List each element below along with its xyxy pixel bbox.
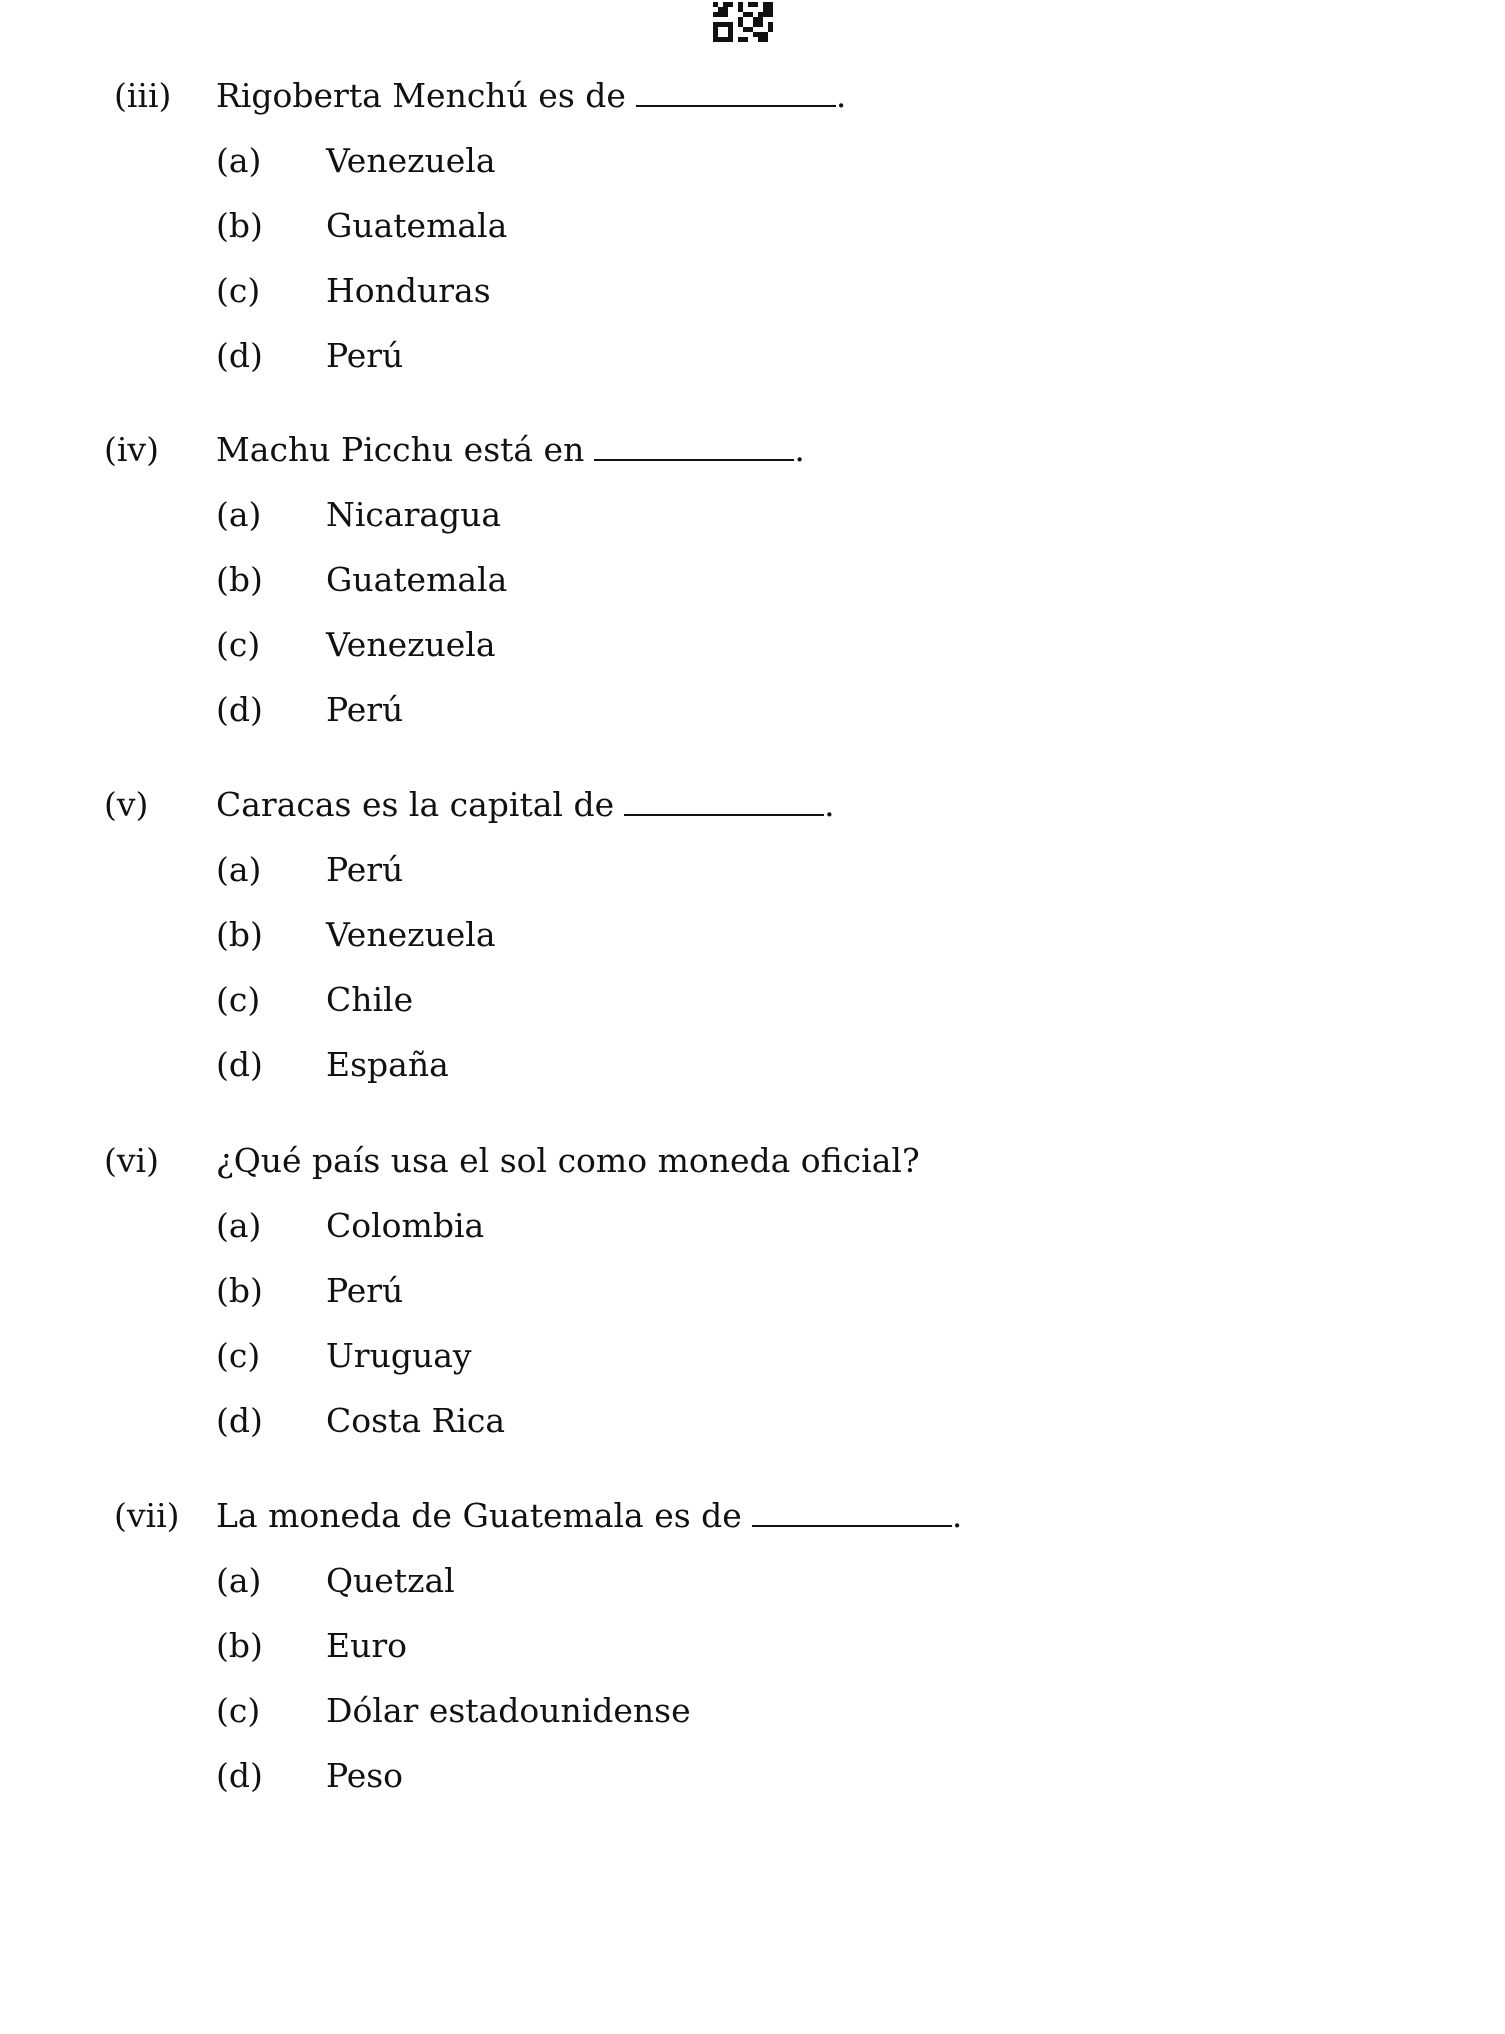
question-line [0,772,1505,837]
answer-blank [594,435,794,461]
question-block [0,417,1505,742]
answer-option [0,1678,1505,1743]
answer-option [0,1388,1505,1453]
option-text: España [326,1045,449,1084]
option-text: Nicaragua [326,495,502,534]
answer-option [0,1193,1505,1258]
question-end: . [951,1496,963,1535]
answer-option [0,482,1505,547]
question-line [0,1483,1505,1548]
option-label: (d) [216,1401,263,1440]
answer-option [0,323,1505,388]
option-text: Venezuela [326,915,496,954]
option-text: Chile [326,980,414,1019]
answer-option [0,193,1505,258]
answer-option [0,612,1505,677]
answer-option [0,1032,1505,1097]
option-label: (a) [216,495,262,534]
answer-option [0,967,1505,1032]
answer-option [0,1258,1505,1323]
option-text: Quetzal [326,1561,455,1600]
option-text: Honduras [326,271,491,310]
question-text-wrap [216,772,835,837]
answer-option [0,128,1505,193]
question-text: La moneda de Guatemala es de [216,1496,742,1535]
question-end: . [835,76,847,115]
answer-option [0,1548,1505,1613]
option-label: (d) [216,1756,263,1795]
option-label: (b) [216,1271,263,1310]
option-label: (c) [216,625,261,664]
question-block [0,1128,1505,1453]
question-text: Machu Picchu está en [216,430,585,469]
option-label: (d) [216,336,263,375]
answer-option [0,547,1505,612]
option-label: (b) [216,206,263,245]
question-block [0,1483,1505,1808]
option-label: (a) [216,1561,262,1600]
question-text-wrap [216,1483,962,1548]
option-text: Venezuela [326,141,496,180]
option-text: Peso [326,1756,404,1795]
option-text: Uruguay [326,1336,472,1375]
qr-code-icon [713,2,773,42]
answer-blank [636,81,836,107]
question-number: (vi) [104,1141,159,1180]
option-text: Guatemala [326,206,508,245]
option-label: (c) [216,271,261,310]
option-label: (a) [216,1206,262,1245]
option-label: (c) [216,980,261,1019]
question-text: Caracas es la capital de [216,785,615,824]
question-line [0,63,1505,128]
question-end: . [824,785,835,824]
question-line [0,1128,1505,1193]
answer-blank [752,1501,952,1527]
question-end: . [794,430,805,469]
question-number: (vii) [114,1496,180,1535]
option-label: (b) [216,560,263,599]
option-label: (d) [216,690,263,729]
option-text: Venezuela [326,625,496,664]
question-text: Rigoberta Menchú es de [216,76,626,115]
question-number: (v) [104,785,149,824]
option-text: Perú [326,850,404,889]
option-text: Colombia [326,1206,485,1245]
answer-option [0,837,1505,902]
question-text-wrap [216,63,846,128]
question-line [0,417,1505,482]
option-label: (c) [216,1691,261,1730]
answer-option [0,1743,1505,1808]
question-block [0,772,1505,1097]
answer-option [0,677,1505,742]
answer-option [0,1613,1505,1678]
option-label: (b) [216,1626,263,1665]
option-text: Dólar estadounidense [326,1691,691,1730]
option-text: Perú [326,1271,404,1310]
option-text: Perú [326,690,404,729]
answer-option [0,1323,1505,1388]
question-text-wrap [216,1128,920,1193]
question-block [0,63,1505,388]
option-text: Euro [326,1626,407,1665]
question-text-wrap [216,417,805,482]
answer-option [0,902,1505,967]
option-label: (a) [216,850,262,889]
option-text: Guatemala [326,560,508,599]
option-label: (b) [216,915,263,954]
option-text: Costa Rica [326,1401,506,1440]
option-label: (d) [216,1045,263,1084]
option-label: (a) [216,141,262,180]
question-text: ¿Qué país usa el sol como moneda oficial? [216,1141,920,1180]
answer-option [0,258,1505,323]
option-label: (c) [216,1336,261,1375]
question-number: (iii) [114,76,172,115]
answer-blank [624,790,824,816]
question-number: (iv) [104,430,159,469]
option-text: Perú [326,336,404,375]
